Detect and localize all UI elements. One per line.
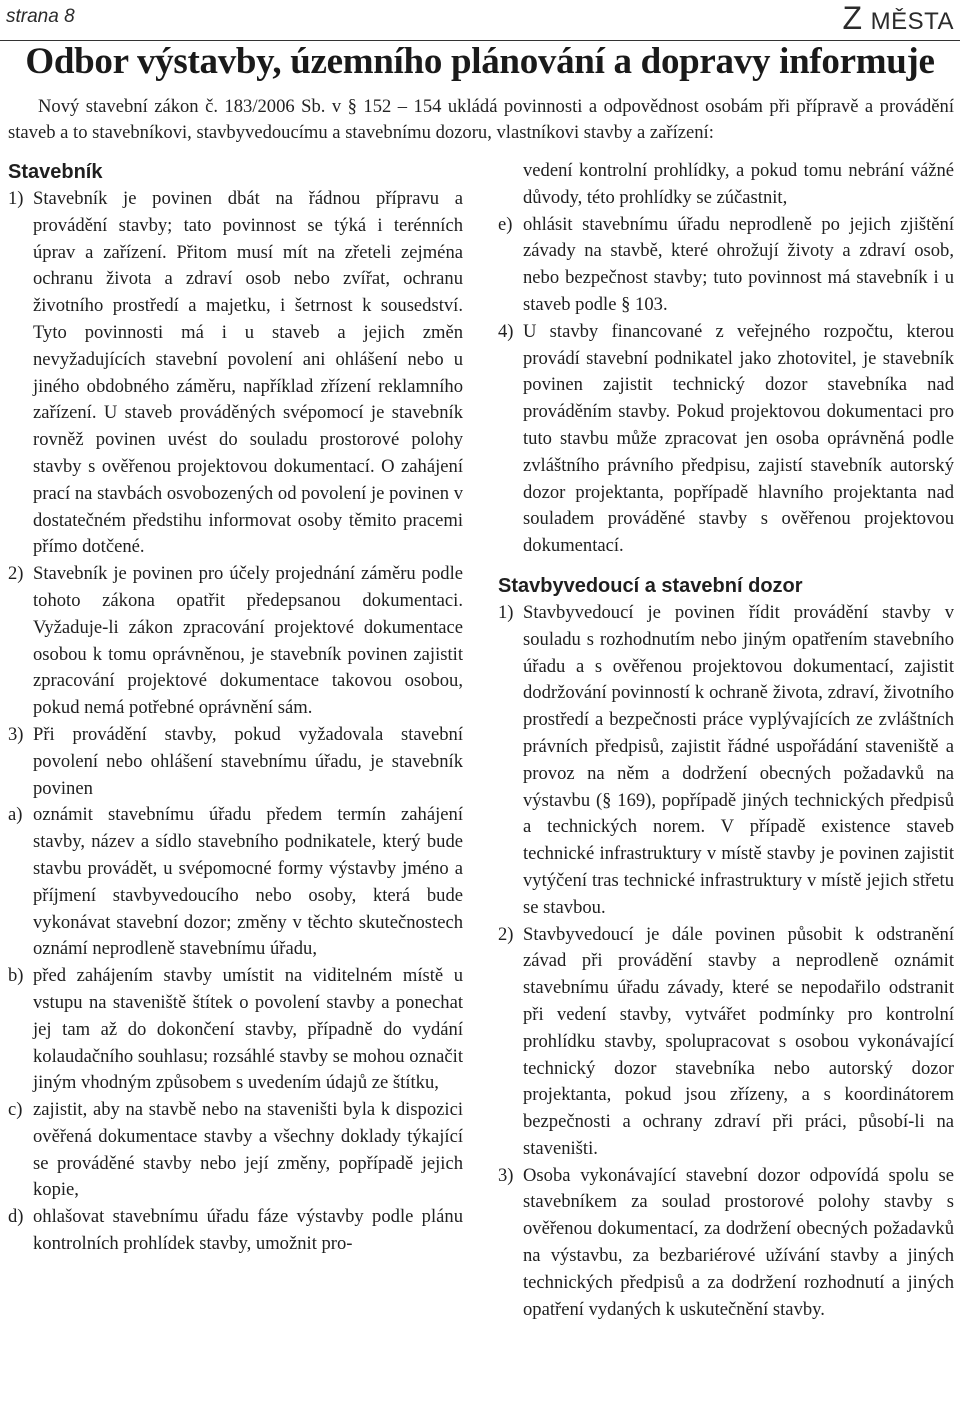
section-heading-stavebnik: Stavebník bbox=[8, 161, 103, 183]
logo-word-mesta: MĚSTA bbox=[870, 8, 954, 35]
list-item bbox=[498, 1163, 954, 1324]
item-label: 1) bbox=[8, 188, 24, 209]
page-number: strana 8 bbox=[6, 6, 75, 27]
item-text: Při provádění stavby, pokud vyžadovala stavební povolení nebo ohlášení stavebnímu úřadu, je stavebník povinen bbox=[33, 723, 463, 799]
right-column bbox=[498, 158, 954, 1323]
item-label: 2) bbox=[8, 563, 24, 585]
item-text: Osoba vykonávající stavební dozor odpovídá spolu se stavebníkem za soulad prostorové polohy stavby s ověřenou dokumentací, za dodržení obecných požadavků na výstavbu, za bezbariérové užívání stavby a jiných technických předpisů a za dodržení rozhodnutí a jiných opatření vydaných k uskutečnění stavby. bbox=[523, 1164, 954, 1320]
item-label: d) bbox=[8, 1206, 24, 1228]
item-text: U stavby financované z veřejného rozpočtu, kterou provádí stavební podnikatel jako zhotovitel, je stavebník povinen zajistit technický dozor stavebníka nad prováděním stavby. Pokud projektovou dokumentaci pro tuto stavbu může zpracovat jen osoba oprávněná podle zvláštního právního předpisu, zajistí stavebník autorský dozor projektanta, popřípadě hlavního projektanta nad souladem prováděné stavby s ověřenou projektovou dokumentací. bbox=[523, 320, 954, 557]
item-label: 2) bbox=[498, 923, 514, 945]
list-item bbox=[498, 212, 954, 319]
item-text: před zahájením stavby umístit na viditelném místě u vstupu na staveniště štítek o povolení stavby a ponechat jej tam až do dokončení stavby, případně do vydání kolaudačního souhlasu; rozsáhlé stavby se mohou označit jiným vhodným způsobem s uvedením údajů ze štítku, bbox=[33, 965, 463, 1094]
item-label: 3) bbox=[8, 723, 24, 745]
article-intro: Nový stavební zákon č. 183/2006 Sb. v § 152 – 154 ukládá povinnosti a odpovědnost osobám při přípravě a provádění staveb a to stavebníkovi, stavbyvedoucímu a stavebnímu dozoru, vlastníkovi stavby a zařízení: bbox=[8, 96, 954, 143]
continued-text: vedení kontrolní prohlídky, a pokud tomu nebrání vážné důvody, této prohlídky se zúčastnit, bbox=[523, 160, 954, 208]
list-item bbox=[8, 802, 463, 963]
list-item bbox=[8, 722, 463, 802]
item-text: Stavebník je povinen dbát na řádnou přípravu a provádění stavby; tato povinnost se týká i terénních úprav a zařízení. Přitom musí mít na zřeteli zejména ochranu života a zdraví osob nebo zvířat, ochranu životního prostředí a majetku, i šetrnost k sousedství. Tyto povinnosti má i u staveb a jejich změn nevyžadujících stavební povolení ani ohlášení nebo u jiného obdobného záměru, například zřízení reklamního zařízení. U staveb prováděných svépomocí je stavebník rovněž povinen uvést do souladu prostorové polohy stavby s ověřenou projektovou dokumentací. O zahájení prací na stavbách osvobozených od povolení je povinen v dostatečném předstihu informovat osoby těmito pracemi přímo dotčené. bbox=[33, 188, 463, 558]
list-item bbox=[8, 1097, 463, 1204]
page-header bbox=[0, 0, 960, 41]
section-heading-stavbyvedouci: Stavbyvedoucí a stavební dozor bbox=[498, 574, 803, 597]
list-item bbox=[8, 186, 463, 561]
publication-logo bbox=[843, 0, 954, 37]
list-item bbox=[498, 922, 954, 1163]
item-label: b) bbox=[8, 965, 24, 987]
list-item bbox=[8, 1204, 463, 1258]
item-text: oznámit stavebnímu úřadu předem termín zahájení stavby, název a sídlo stavebního podnikatele, který bude stavbu provádět, u svépomocné formy výstavby jméno a příjmení stavbyvedoucího nebo osoby, která bude vykonávat stavební dozor; změny v těchto skutečnostech oznámí neprodleně stavebnímu úřadu, bbox=[33, 804, 463, 960]
article-title: Odbor výstavby, územního plánování a dopravy informuje bbox=[25, 41, 935, 82]
item-text: Stavebník je povinen pro účely projednání záměru podle tohoto zákona opatřit předepsanou dokumentaci. Vyžaduje-li zákon zpracování projektové dokumentace osobou k tomu oprávněnou, je stavebník povinen zajistit zpracování projektové dokumentace takovou osobou, pokud nemá potřebné oprávnění sám. bbox=[33, 563, 463, 719]
item-label: 1) bbox=[498, 601, 514, 623]
left-column bbox=[8, 158, 463, 1258]
item-text: ohlásit stavebnímu úřadu neprodleně po jejich zjištění závady na stavbě, které ohrožují životy a zdraví osob, nebo bezpečnost stavby; tuto povinnost má stavebník i u staveb podle § 103. bbox=[523, 213, 954, 315]
list-item bbox=[498, 319, 954, 560]
list-item bbox=[498, 600, 954, 922]
item-label: c) bbox=[8, 1099, 23, 1121]
item-label: 4) bbox=[498, 320, 514, 342]
item-text: Stavbyvedoucí je dále povinen působit k odstranění závad při provádění stavby a neprodleně oznámit stavebnímu úřadu závady, které se nepodařilo odstranit při vedení stavby, vytvářet podmínky pro kontrolní prohlídku stavby, spolupracovat s osobou vykonávající technický dozor stavebníka nebo autorský dozor projektanta, pokud jsou zřízeny, a s koordinátorem bezpečnosti a ochrany zdraví při práci, působí-li na staveništi. bbox=[523, 923, 954, 1159]
item-label: 3) bbox=[498, 1164, 514, 1186]
item-text: ohlašovat stavebnímu úřadu fáze výstavby podle plánu kontrolních prohlídek stavby, umožnit pro- bbox=[33, 1206, 463, 1255]
item-label: e) bbox=[498, 213, 513, 235]
logo-letter-z: Z bbox=[842, 0, 863, 36]
item-text: Stavbyvedoucí je povinen řídit provádění stavby v souladu s rozhodnutím nebo jiným opatřením stavebního úřadu a s ověřenou projektovou dokumentací, zajistit dodržování povinností k ochraně života, zdraví, životního prostředí a bezpečnosti práce vyplývajících ze zvláštních právních předpisů, zajistit řádné uspořádání staveniště a provoz na něm a dodržení obecných požadavků na výstavbu (§ 169), popřípadě jiných technických předpisů a technických norem. V případě existence staveb technické infrastruktury v místě stavby je povinen zajistit vytýčení tras technické infrastruktury v místě jejich střetu se stavbou. bbox=[523, 601, 954, 918]
list-item bbox=[8, 963, 463, 1097]
item-label: a) bbox=[8, 804, 23, 826]
item-text: zajistit, aby na stavbě nebo na staveništi byla k dispozici ověřená dokumentace stavby a všechny doklady týkající se prováděné stavby nebo její změny, popřípadě jejich kopie, bbox=[33, 1099, 463, 1201]
list-item bbox=[8, 561, 463, 722]
